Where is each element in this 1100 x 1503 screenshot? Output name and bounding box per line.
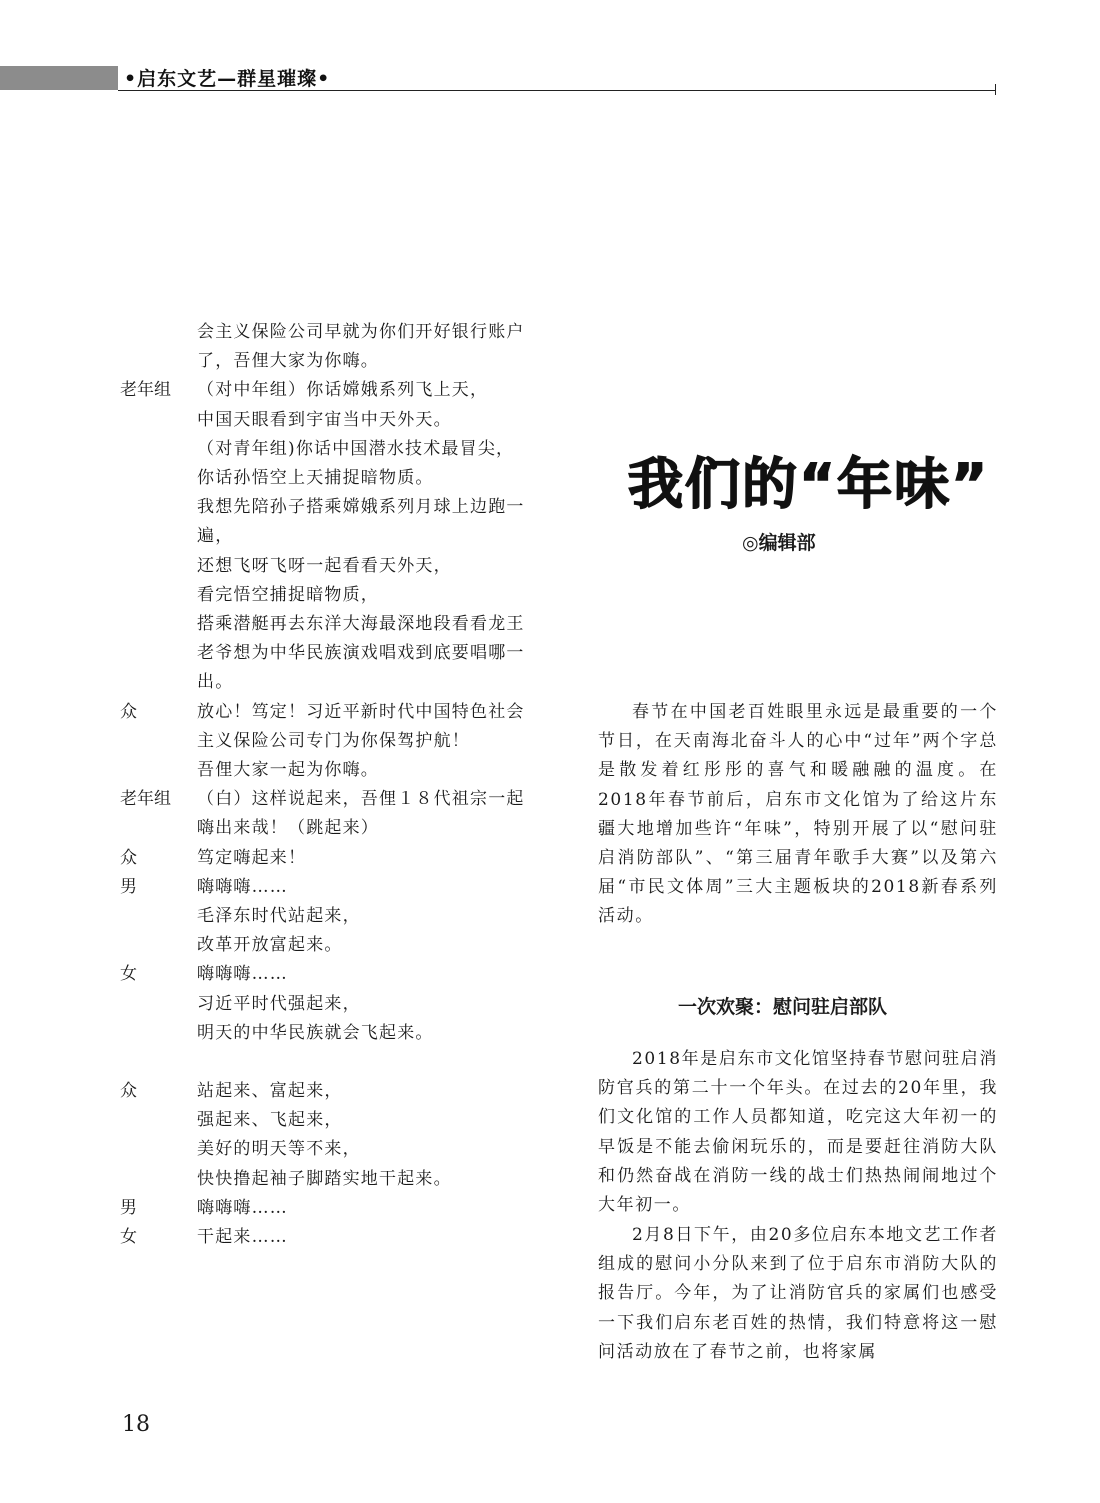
header-rule-tick [995,84,996,95]
speaker-label: 女 [120,1227,137,1248]
header-bar [0,66,118,90]
script-line [120,1165,530,1194]
script-line [120,873,530,902]
script-line [120,990,530,1019]
script-column [120,318,530,1252]
line-text: 会主义保险公司早就为你们开好银行账户了，吾俚大家为你嗨。 [197,322,525,372]
article-title: 我们的“年味” [628,452,990,516]
script-line [120,1077,530,1106]
script-line [120,493,530,551]
article-paragraph-1: 春节在中国老百姓眼里永远是最重要的一个节日，在天南海北奋斗人的心中“过年”两个字总是散发着红彤彤的喜气和暖融融的温度。在2018年春节前后，启东市文化馆为了给这片东疆大地增加些许“年味”，特别开展了以“慰问驻启消防部队”、“第三届青年歌手大赛”以及第六届“市民文体周”三大主题板块的2018新春系列活动。 [598,702,998,927]
line-text: 看完悟空捕捉暗物质， [197,584,379,605]
speaker-label: 男 [120,1197,137,1218]
line-text: 笃定嗨起来！ [197,847,307,868]
script-line [120,785,530,843]
article-byline: ◎编辑部 [742,532,816,554]
article-paragraph-3: 2月8日下午，由20多位启东本地文艺工作者组成的慰问小分队来到了位于启东市消防大队的报告厅。今年，为了让消防官兵的家属们也感受一下我们启东老百姓的热情，我们特意将这一慰问活动放在了春节之前，也将家属 [598,1225,998,1362]
script-line [120,931,530,960]
line-text: （白）这样说起来，吾俚１８代祖宗一起嗨出来哉！（跳起来） [197,789,525,839]
line-text: 明天的中华民族就会飞起来。 [197,1022,434,1043]
script-line [120,844,530,873]
line-text: 放心！笃定！习近平新时代中国特色社会主义保险公司专门为你保驾护航！ [197,701,525,751]
line-text: （对中年组）你话嫦娥系列飞上天， [197,380,489,401]
line-text: 嗨嗨嗨…… [197,964,288,985]
script-gap [120,1048,530,1077]
line-text: 嗨嗨嗨…… [197,876,288,897]
script-line [120,960,530,989]
section-heading: 一次欢聚：慰问驻启部队 [678,996,888,1018]
script-line [120,318,530,376]
line-text: 站起来、富起来， [197,1081,343,1102]
script-line [120,756,530,785]
script-line [120,435,530,464]
script-line [120,376,530,405]
script-line [120,610,530,698]
script-line [120,1019,530,1048]
line-text: 吾俚大家一起为你嗨。 [197,760,379,781]
speaker-label: 女 [120,964,137,985]
line-text: 快快撸起袖子脚踏实地干起来。 [197,1168,452,1189]
line-text: 改革开放富起来。 [197,935,343,956]
script-line [120,552,530,581]
speaker-label: 众 [120,1081,137,1102]
header-rule [118,90,996,91]
line-text: （对青年组)你话中国潜水技术最冒尖， [197,438,515,459]
speaker-label: 老年组 [120,380,171,401]
line-text: 中国天眼看到宇宙当中天外天。 [197,409,452,430]
line-text: 毛泽东时代站起来， [197,906,361,927]
speaker-label: 男 [120,876,137,897]
page-number: 18 [122,1412,150,1437]
script-line [120,464,530,493]
script-line [120,1106,530,1135]
script-line [120,581,530,610]
article-paragraph-2: 2018年是启东市文化馆坚持春节慰问驻启消防官兵的第二十一个年头。在过去的20年里，我们文化馆的工作人员都知道，吃完这大年初一的早饭是不能去偷闲玩乐的，而是要赶往消防大队和仍然奋战在消防一线的战士们热热闹闹地过个大年初一。 [598,1049,998,1216]
line-text: 嗨嗨嗨…… [197,1197,288,1218]
speaker-label: 众 [120,701,137,722]
script-line [120,406,530,435]
header-title: •启东文艺—群星璀璨• [124,68,331,90]
line-text: 还想飞呀飞呀一起看看天外天， [197,555,452,576]
line-text: 强起来、飞起来， [197,1110,343,1131]
line-text: 搭乘潜艇再去东洋大海最深地段看看龙王老爷想为中华民族演戏唱戏到底要唱哪一出。 [197,614,525,693]
speaker-label: 老年组 [120,789,171,810]
line-text: 你话孙悟空上天捕捉暗物质。 [197,468,434,489]
script-line [120,902,530,931]
script-line [120,1194,530,1223]
line-text: 习近平时代强起来， [197,993,361,1014]
line-text: 干起来…… [197,1227,288,1248]
speaker-label: 众 [120,847,137,868]
script-line [120,1135,530,1164]
script-line [120,1223,530,1252]
line-text: 我想先陪孙子搭乘嫦娥系列月球上边跑一遍， [197,497,525,547]
line-text: 美好的明天等不来， [197,1139,361,1160]
script-line [120,698,530,756]
